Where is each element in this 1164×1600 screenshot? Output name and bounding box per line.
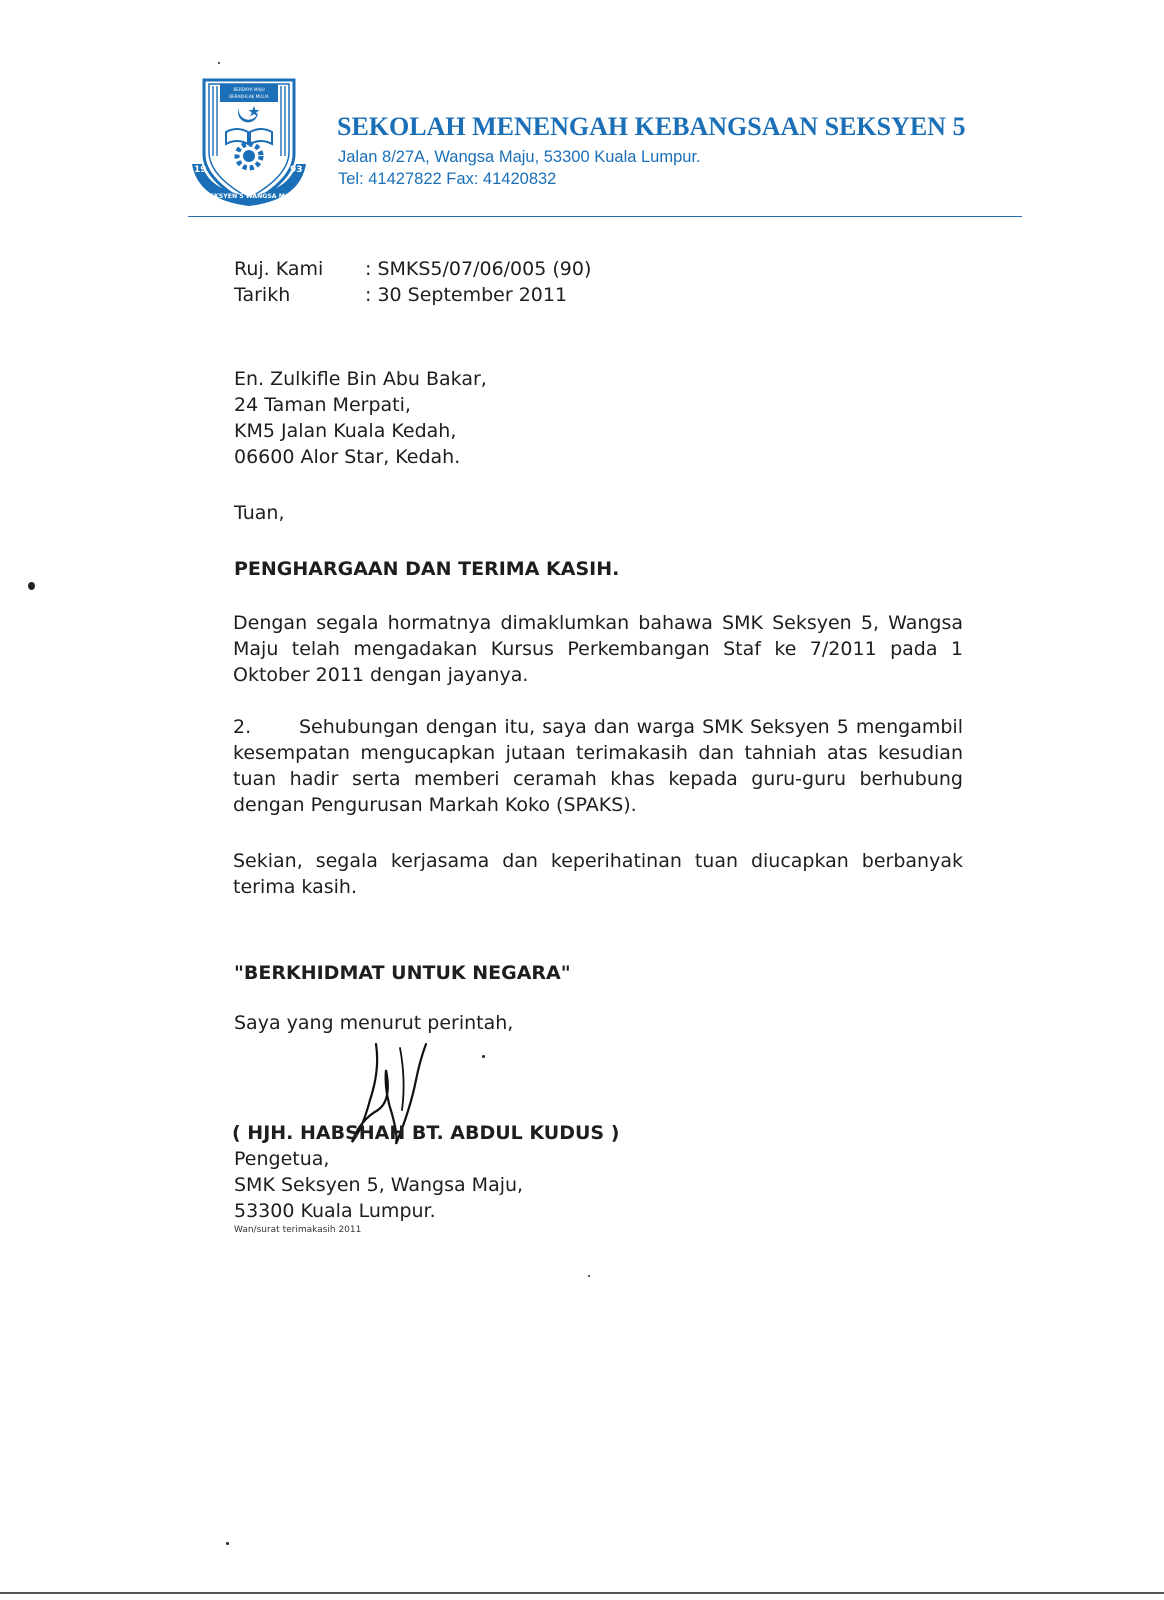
school-tel-fax: Tel: 41427822 Fax: 41420832	[338, 170, 557, 188]
paragraph-1: Dengan segala hormatnya dimaklumkan bahawa SMK Seksyen 5, Wangsa Maju telah mengadakan Kursus Perkembangan Staf ke 7/2011 pada 1 Oktober 2011 dengan jayanya.	[233, 612, 963, 686]
motto: "BERKHIDMAT UNTUK NEGARA"	[234, 962, 571, 984]
logo-motto-line2: BERAKHLAK MULIA	[229, 94, 269, 99]
school-crest-logo	[184, 76, 314, 208]
scan-speck	[218, 62, 220, 64]
signatory-name: ( HJH. HABSHAH BT. ABDUL KUDUS )	[232, 1122, 620, 1144]
date-label: Tarikh	[234, 284, 291, 306]
recipient-address	[234, 366, 634, 470]
school-address: Jalan 8/27A, Wangsa Maju, 53300 Kuala Lumpur.	[338, 148, 701, 166]
paragraph-number: 2.	[233, 716, 252, 738]
scan-speck	[226, 1542, 229, 1545]
recipient-line: 24 Taman Merpati,	[234, 394, 411, 416]
logo-year-left: 19	[194, 165, 207, 175]
date-value: : 30 September 2011	[365, 284, 568, 306]
ref-label: Ruj. Kami	[234, 258, 324, 280]
recipient-line: En. Zulkifle Bin Abu Bakar,	[234, 368, 487, 390]
closing: Saya yang menurut perintah,	[234, 1012, 514, 1034]
logo-motto-line1: BERDAYA MAJU	[233, 87, 265, 92]
school-name: SEKOLAH MENENGAH KEBANGSAAN SEKSYEN 5	[337, 112, 966, 141]
paragraph-2-text: Sehubungan dengan itu, saya dan warga SMK Seksyen 5 mengambil kesempatan mengucapkan jutaan terimakasih dan tahniah atas kesudian tuan hadir serta memberi ceramah khas kepada guru-guru berhubung dengan Pengurusan Markah Koko (SPAKS).	[233, 716, 963, 816]
star-icon	[249, 106, 260, 116]
ink-dot	[482, 1055, 485, 1058]
paragraph-2	[233, 714, 963, 818]
letterhead-divider	[188, 216, 1022, 217]
scan-speck	[588, 1275, 590, 1277]
paragraph-3: Sekian, segala kerjasama dan keperihatinan tuan diucapkan berbanyak terima kasih.	[233, 850, 963, 898]
scan-speck	[28, 582, 35, 590]
ref-value: : SMKS5/07/06/005 (90)	[365, 258, 592, 280]
signatory-institution: SMK Seksyen 5, Wangsa Maju,	[234, 1174, 524, 1196]
signatory-title: Pengetua,	[234, 1148, 330, 1170]
letter-subject: PENGHARGAAN DAN TERIMA KASIH.	[234, 558, 620, 580]
signatory-city: 53300 Kuala Lumpur.	[234, 1200, 436, 1222]
logo-year-right: 93	[290, 165, 303, 175]
logo-ring-text: SMK SEKSYEN 5 WANGSA MAJU, KL	[187, 193, 311, 200]
salutation: Tuan,	[234, 502, 285, 524]
scan-edge	[0, 1592, 1164, 1594]
file-reference: Wan/surat terimakasih 2011	[234, 1225, 362, 1235]
recipient-line: 06600 Alor Star, Kedah.	[234, 446, 461, 468]
recipient-line: KM5 Jalan Kuala Kedah,	[234, 420, 457, 442]
book-icon	[226, 129, 248, 144]
